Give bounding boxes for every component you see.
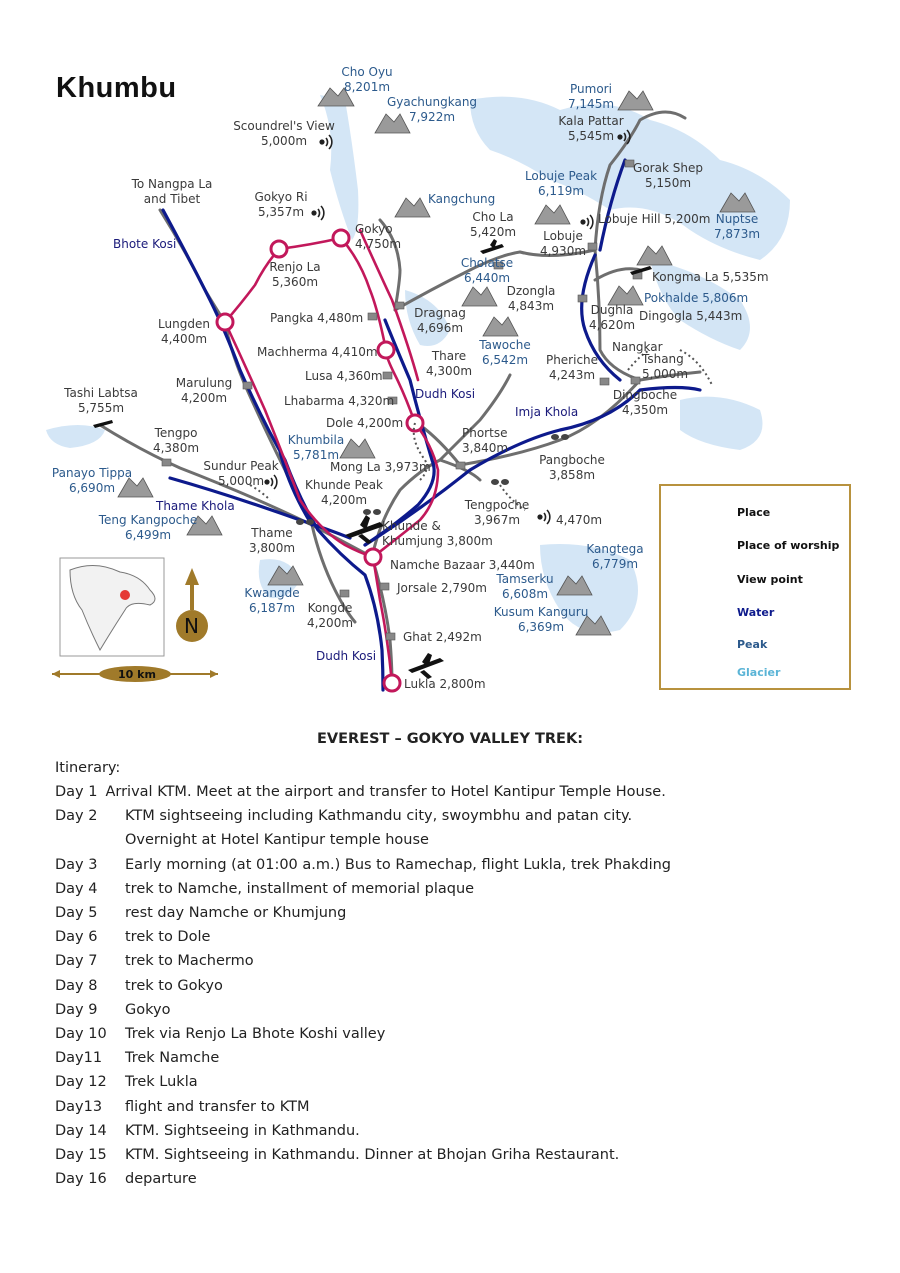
itinerary-text: rest day Namche or Khumjung bbox=[125, 905, 347, 921]
itinerary-day: Day 15 bbox=[55, 1147, 107, 1163]
water-label-dudh-kosi-upper: Dudh Kosi bbox=[415, 387, 476, 401]
peak-label-pumori: Pumori 7,145m bbox=[567, 82, 615, 111]
itinerary-row bbox=[55, 1024, 385, 1044]
place-label-lhabarma: Lhabarma 4,320m bbox=[284, 394, 395, 408]
place-label-gokyo-ri: Gokyo Ri 5,357m bbox=[254, 190, 308, 219]
map-legend bbox=[659, 484, 851, 690]
place-label-dragnag: Dragnag 4,696m bbox=[414, 306, 466, 335]
itinerary-row bbox=[55, 1121, 360, 1141]
peak-label-lobuje-peak: Lobuje Peak 6,119m bbox=[524, 169, 598, 198]
itinerary-day: Day 14 bbox=[55, 1122, 107, 1139]
place-label-khunde-peak: Khunde Peak 4,200m bbox=[305, 478, 383, 507]
itinerary-row bbox=[55, 1145, 619, 1165]
water-label-thame-khola: Thame Khola bbox=[156, 499, 235, 513]
place-label-dingboche: Dingboche 4,350m bbox=[612, 388, 678, 417]
place-label-jorsale: Jorsale 2,790m bbox=[397, 581, 487, 595]
peak-label-teng-kangpoche: Teng Kangpoche 6,499m bbox=[98, 513, 198, 542]
place-label-gorak-shep: Gorak Shep 5,150m bbox=[633, 161, 703, 190]
legend-water: Water bbox=[737, 606, 775, 619]
itinerary-row bbox=[55, 1169, 197, 1189]
itinerary-row bbox=[55, 1000, 170, 1020]
itinerary-row bbox=[55, 951, 254, 971]
itinerary-day: Day13 bbox=[55, 1098, 103, 1115]
place-label-renjo-la: Renjo La 5,360m bbox=[269, 260, 321, 289]
itinerary-text: KTM sightseeing including Kathmandu city, swoymbhu and patan city. bbox=[125, 808, 633, 825]
place-label-khunde-khumjung: Khunde & Khumjung 3,800m bbox=[382, 519, 493, 548]
place-label-nangkar: Nangkar bbox=[612, 340, 663, 354]
itinerary-row bbox=[55, 782, 666, 802]
itinerary-text: KTM. Sightseeing in Kathmandu. Dinner at Bhojan Griha Restaurant. bbox=[125, 1147, 620, 1163]
place-label-dzongla: Dzongla 4,843m bbox=[506, 284, 556, 313]
itinerary-day: Day 1 bbox=[55, 784, 98, 800]
itinerary-row bbox=[55, 927, 210, 947]
legend-place: Place bbox=[737, 506, 771, 519]
place-label-nangpa-la: To Nangpa La and Tibet bbox=[131, 177, 213, 206]
itinerary-text: Trek via Renjo La Bhote Koshi valley bbox=[125, 1026, 386, 1042]
peak-label-gyachungkang: Gyachungkang 7,922m bbox=[386, 95, 478, 124]
itinerary-row bbox=[55, 1097, 310, 1117]
place-label-mong-la: Mong La 3,973m bbox=[330, 460, 431, 474]
peak-label-tamserku: Tamserku 6,608m bbox=[496, 572, 554, 601]
itinerary-text: trek to Machermo bbox=[125, 953, 254, 970]
itinerary-row bbox=[55, 879, 474, 899]
place-label-machherma: Machherma 4,410m bbox=[257, 345, 378, 359]
place-label-dughla: Dughla 4,620m bbox=[588, 303, 636, 332]
legend-peak: Peak bbox=[737, 638, 768, 651]
itinerary-row bbox=[55, 976, 223, 996]
place-label-phortse: Phortse 3,840m bbox=[462, 426, 509, 455]
itinerary-day: Day 6 bbox=[55, 929, 98, 946]
scale-label: 10 km bbox=[118, 668, 156, 681]
place-label-namche-bazaar: Namche Bazaar 3,440m bbox=[390, 558, 535, 572]
place-label-4470: 4,470m bbox=[556, 513, 603, 527]
itinerary-day: Day 12 bbox=[55, 1074, 107, 1091]
itinerary-text: Arrival KTM. Meet at the airport and transfer to Hotel Kantipur Temple House. bbox=[105, 784, 666, 800]
place-label-gokyo: Gokyo 4,750m bbox=[355, 222, 402, 251]
peak-label-nuptse: Nuptse 7,873m bbox=[713, 212, 761, 241]
place-label-tshang: Tshang 5,000m bbox=[642, 352, 689, 381]
itinerary-text: trek to Gokyo bbox=[125, 977, 223, 994]
itinerary-day: Day11 bbox=[55, 1050, 103, 1067]
itinerary-text: Overnight at Hotel Kantipur temple house bbox=[125, 832, 429, 849]
itinerary-day: Day 9 bbox=[55, 1001, 98, 1018]
place-label-cho-la: Cho La 5,420m bbox=[469, 210, 517, 239]
itinerary-day: Day 3 bbox=[55, 856, 98, 873]
peak-label-kusum-kanguru: Kusum Kanguru 6,369m bbox=[493, 605, 589, 634]
place-label-lobuje: Lobuje 4,930m bbox=[539, 229, 587, 258]
itinerary-row bbox=[55, 1072, 198, 1092]
peak-label-panayo-tippa: Panayo Tippa 6,690m bbox=[51, 466, 133, 495]
itinerary-text: Early morning (at 01:00 a.m.) Bus to Ramechap, flight Lukla, trek Phakding bbox=[125, 856, 671, 873]
water-label-dudh-kosi-lower: Dudh Kosi bbox=[316, 649, 377, 663]
place-label-lungden: Lungden 4,400m bbox=[158, 317, 210, 346]
peak-label-tawoche: Tawoche 6,542m bbox=[479, 338, 531, 367]
itinerary-row bbox=[55, 830, 429, 850]
north-label: N bbox=[184, 614, 199, 638]
itinerary-label: Itinerary: bbox=[55, 760, 121, 776]
place-label-tashi-labtsa: Tashi Labtsa 5,755m bbox=[64, 386, 138, 415]
itinerary-row bbox=[55, 1048, 219, 1068]
itinerary-text: trek to Namche, installment of memorial plaque bbox=[125, 880, 475, 897]
place-label-kongma-la: Kongma La 5,535m bbox=[652, 270, 769, 284]
itinerary-text: Trek Lukla bbox=[125, 1074, 198, 1091]
itinerary-text: Gokyo bbox=[125, 1001, 171, 1018]
itinerary-text: KTM. Sightseeing in Kathmandu. bbox=[125, 1122, 360, 1139]
itinerary-row bbox=[55, 806, 632, 826]
place-label-tengpoche: Tengpoche 3,967m bbox=[464, 498, 530, 527]
peak-label-khumbila: Khumbila 5,781m bbox=[287, 433, 345, 462]
legend-glacier: Glacier bbox=[737, 666, 781, 679]
legend-view: View point bbox=[737, 573, 803, 586]
water-label-bhote-kosi: Bhote Kosi bbox=[113, 237, 177, 251]
peak-label-kangtega: Kangtega 6,779m bbox=[586, 542, 644, 571]
place-label-ghat: Ghat 2,492m bbox=[403, 630, 482, 644]
place-label-pangboche: Pangboche 3,858m bbox=[539, 453, 605, 482]
peak-label-cho-oyu: Cho Oyu 8,201m bbox=[341, 65, 393, 94]
water-label-imja-khola: Imja Khola bbox=[515, 405, 579, 419]
place-label-lusa: Lusa 4,360m bbox=[305, 369, 383, 383]
peak-label-kwangde: Kwangde 6,187m bbox=[244, 586, 300, 615]
place-label-marulung: Marulung 4,200m bbox=[175, 376, 233, 405]
place-label-dole: Dole 4,200m bbox=[326, 416, 404, 430]
itinerary-day: Day 2 bbox=[55, 808, 98, 825]
legend-worship: Place of worship bbox=[737, 539, 840, 552]
peak-label-pokhalde: Pokhalde 5,806m bbox=[644, 291, 749, 305]
place-label-dingogla: Dingogla 5,443m bbox=[639, 309, 743, 323]
itinerary-row bbox=[55, 855, 671, 875]
itinerary-day: Day 7 bbox=[55, 953, 98, 970]
place-label-scoundrels-view: Scoundrel's View 5,000m bbox=[233, 119, 335, 148]
itinerary-day: Day 4 bbox=[55, 880, 98, 897]
inset-map bbox=[60, 558, 164, 656]
itinerary-day: Day 5 bbox=[55, 905, 98, 921]
place-label-kala-pattar: Kala Pattar 5,545m bbox=[558, 114, 624, 143]
peak-label-cholatse: Cholatse 6,440m bbox=[460, 256, 514, 285]
itinerary-day: Day 8 bbox=[55, 977, 98, 994]
itinerary-text: Trek Namche bbox=[125, 1050, 220, 1067]
place-label-thame: Thame 3,800m bbox=[248, 526, 296, 555]
place-label-kongde: Kongde 4,200m bbox=[306, 601, 354, 630]
place-label-pangka: Pangka 4,480m bbox=[270, 311, 364, 325]
place-label-thare: Thare 4,300m bbox=[425, 349, 473, 378]
map-title: Khumbu bbox=[56, 72, 177, 104]
place-label-lukla: Lukla 2,800m bbox=[404, 677, 486, 691]
itinerary-text: flight and transfer to KTM bbox=[125, 1098, 310, 1115]
place-label-sundur-peak: Sundur Peak 5,000m bbox=[203, 459, 279, 488]
place-label-tengpo: Tengpo 4,380m bbox=[152, 426, 200, 455]
itinerary-day: Day 16 bbox=[55, 1171, 107, 1188]
itinerary-text: trek to Dole bbox=[125, 929, 211, 946]
peak-label-kangchung: Kangchung bbox=[428, 192, 496, 206]
itinerary-day: Day 10 bbox=[55, 1026, 107, 1042]
place-label-pheriche: Pheriche 4,243m bbox=[545, 353, 599, 382]
itinerary-row bbox=[55, 903, 346, 923]
itinerary-text: departure bbox=[125, 1171, 197, 1188]
trek-title: EVEREST – GOKYO VALLEY TREK: bbox=[317, 731, 583, 747]
place-label-lobuje-hill: Lobuje Hill 5,200m bbox=[598, 212, 711, 226]
